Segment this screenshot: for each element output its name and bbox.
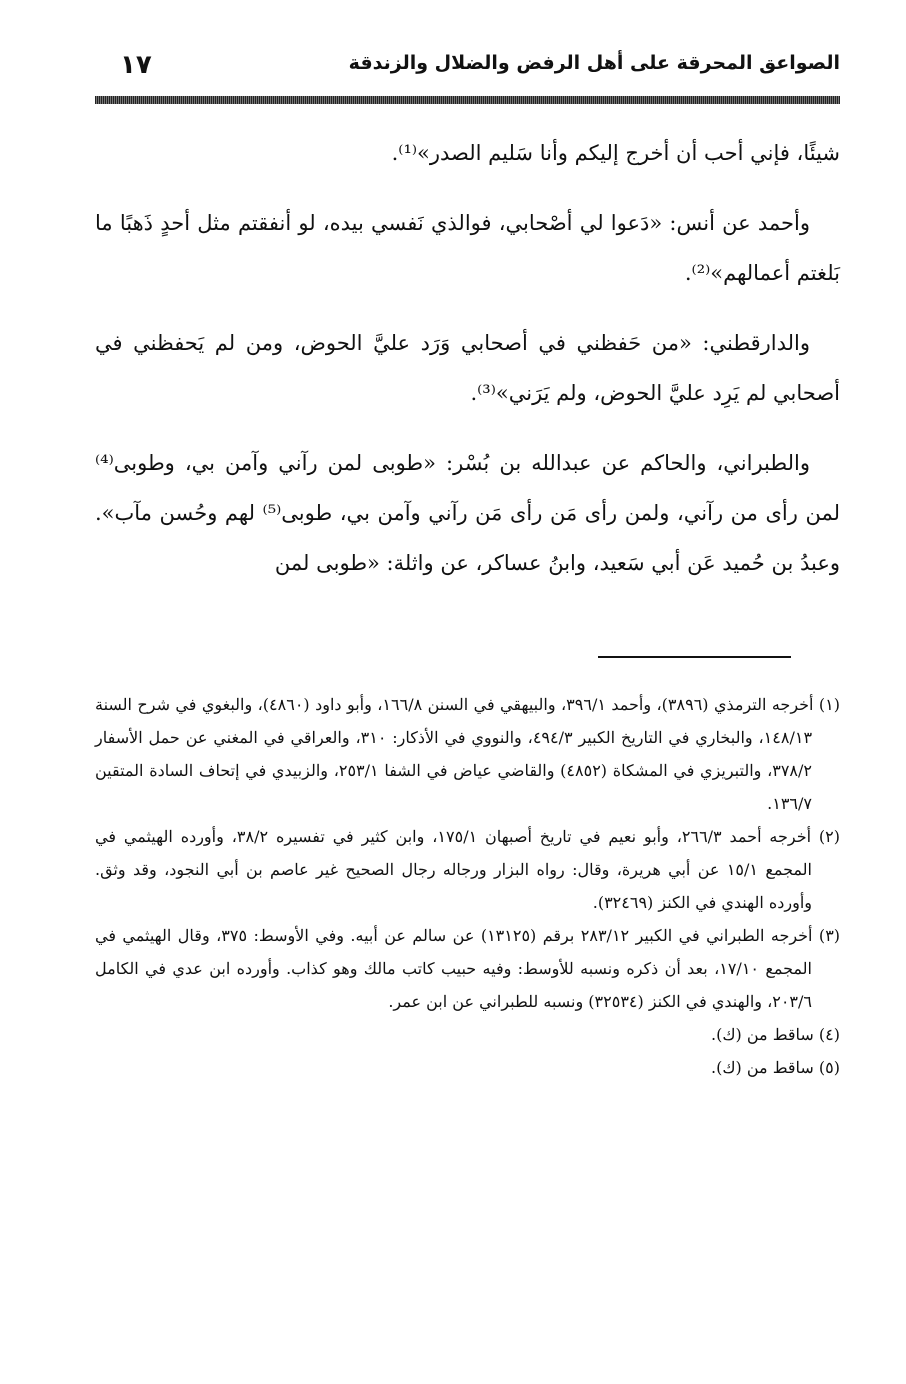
paragraph: والطبراني، والحاكم عن عبدالله بن بُسْر: «طوبى لمن رآني وآمن بي، وطوبى⁽⁴⁾ لمن رأى من رآني، ولمن رأى مَن رأى مَن رآني وآمن بي، طوبى⁽⁵⁾ لهم وحُسن مآب». وعبدُ بن حُميد عَن أبي سَعيد، وابنُ عساكر، عن واثلة: «طوبى لمن (95, 451, 840, 575)
footnote: (٥) ساقط من (ك). (711, 1058, 840, 1077)
footnote: (٤) ساقط من (ك). (711, 1025, 840, 1044)
footnotes (95, 688, 840, 1084)
footnote: (٢) أخرجه أحمد ٢٦٦/٣، وأبو نعيم في تاريخ أصبهان ١٧٥/١، وابن كثير في تفسيره ٣٨/٢، وأورده الهيثمي في المجمع ١٥/١ عن أبي هريرة، وقال: رواه البزار ورجاله رجال الصحيح غير عاصم بن أبي النجود، وقد وثق. وأورده الهندي في الكنز (٣٢٤٦٩). (95, 827, 841, 912)
page-number: ١٧ (120, 50, 152, 80)
paragraph: وأحمد عن أنس: «دَعوا لي أصْحابي، فوالذي نَفسي بيده، لو أنفقتم مثل أحدٍ ذَهبًا ما بَلغتم أعمالهم»⁽²⁾. (95, 211, 840, 285)
header-rule (95, 96, 840, 104)
page-header (95, 40, 840, 90)
paragraph: شيئًا، فإني أحب أن أخرج إليكم وأنا سَليم الصدر»⁽¹⁾. (391, 141, 840, 165)
paragraph: والدارقطني: «من حَفظني في أصحابي وَرَد عليَّ الحوض، ومن لم يَحفظني في أصحابي لم يَرِد عليَّ الحوض، ولم يَرَني»⁽³⁾. (95, 331, 840, 405)
running-title: الصواعق المحرقة على أهل الرفض والضلال والزندقة (348, 52, 840, 74)
footnote: (٣) أخرجه الطبراني في الكبير ٢٨٣/١٢ برقم (١٣١٢٥) عن سالم عن أبيه. وفي الأوسط: ٣٧٥، وقال الهيثمي في المجمع ١٧/١٠، بعد أن ذكره ونسبه للأوسط: وفيه حبيب كاتب مالك وهو كذاب. وأورده ابن عدي في الكامل ٢٠٣/٦، والهندي في الكنز (٣٢٥٣٤) ونسبه للطبراني عن ابن عمر. (95, 926, 841, 1011)
footnote: (١) أخرجه الترمذي (٣٨٩٦)، وأحمد ٣٩٦/١، والبيهقي في السنن ١٦٦/٨، وأبو داود (٤٨٦٠)، والبغوي في شرح السنة ١٤٨/١٣، والبخاري في التاريخ الكبير ٤٩٤/٣، والنووي في الأذكار: ٣١٠، والعراقي في المغني عن حمل الأسفار ٣٧٨/٢، والتبريزي في المشكاة (٤٨٥٢) والقاضي عياض في الشفا ٢٥٣/١، والزبيدي في إتحاف السادة المتقين ١٣٦/٧. (95, 695, 840, 813)
main-text (95, 128, 840, 588)
footnote-separator (598, 656, 791, 658)
